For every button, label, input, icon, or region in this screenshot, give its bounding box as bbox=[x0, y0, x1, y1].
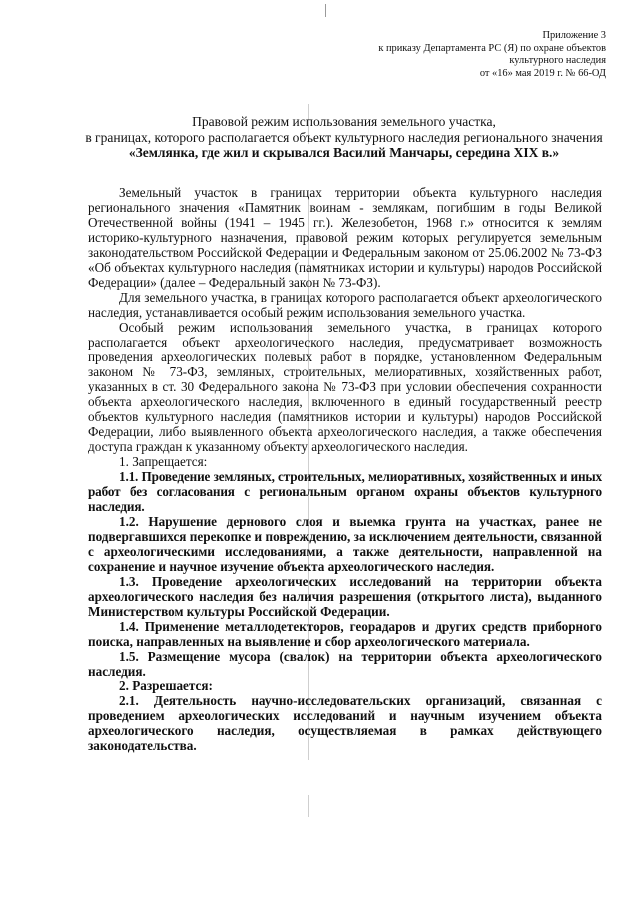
prohibited-item-1-2: 1.2. Нарушение дернового слоя и выемка грунта на участках, ранее не подвергавшихся перекопке и повреждению, за исключением деятельности, связанной с археологическими исследованиями, а также деятельности, направленной на сохранение и научное изучение объекта археологического наследия. bbox=[88, 513, 602, 574]
paragraph-intro: Земельный участок в границах территории объекта культурного наследия регионального значения «Памятник воинам - землякам, погибшим в годы Великой Отечественной войны (1941 – 1945 гг.). Железобетон, 1968 г.» относится к землям историко-культурного назначения, правовой режим которых регулируется земельным законодательством Российской Федерации и Федеральным законом от 25.06.2002 № 73-ФЗ «Об объектах культурного наследия (памятниках истории и культуры) народов Российской Федерации» (далее – Федеральный закон № 73-ФЗ). bbox=[88, 185, 602, 290]
prohibited-item-1-3: 1.3. Проведение археологических исследований на территории объекта археологического наследия без наличия разрешения (открытого листа), выданного Министерством культуры Российской Федерации. bbox=[88, 573, 602, 619]
prohibited-item-1-5: 1.5. Размещение мусора (свалок) на территории объекта археологического наследия. bbox=[88, 648, 602, 679]
prohibited-item-1-1: 1.1. Проведение земляных, строительных, мелиоративных, хозяйственных и иных работ без согласования с региональным органом охраны объектов культурного наследия. bbox=[88, 469, 602, 515]
document-title bbox=[84, 114, 604, 161]
appendix-order-ref-cont: культурного наследия bbox=[509, 55, 606, 67]
section-permitted-heading: 2. Разрешается: bbox=[119, 678, 213, 694]
paragraph-archaeological-regime: Для земельного участка, в границах которого располагается объект археологического наследия, устанавливается особый режим использования земельного участка. bbox=[88, 289, 602, 320]
prohibited-item-1-4: 1.4. Применение металлодетекторов, георадаров и других средств приборного поиска, направленных на выявление и сбор археологического материала. bbox=[88, 618, 602, 649]
permitted-item-2-1: 2.1. Деятельность научно-исследовательских организаций, связанная с проведением археологических исследований и научным изучением объекта археологического наследия, осуществляемая в рамках действующего законодательства. bbox=[88, 693, 602, 754]
appendix-number: Приложение 3 bbox=[542, 30, 606, 41]
scan-artifact-line bbox=[308, 795, 309, 817]
document-body bbox=[88, 186, 602, 754]
title-line-2: в границах, которого располагается объект культурного наследия регионального значения bbox=[85, 129, 603, 145]
appendix-order-ref: к приказу Департамента РС (Я) по охране объектов bbox=[378, 42, 606, 54]
appendix-header bbox=[378, 30, 606, 80]
section-prohibited-heading: 1. Запрещается: bbox=[119, 454, 208, 470]
appendix-order-date: от «16» мая 2019 г. № 66-ОД bbox=[479, 67, 606, 79]
title-line-1: Правовой режим использования земельного участка, bbox=[192, 114, 496, 129]
paragraph-special-regime: Особый режим использования земельного участка, в границах которого располагается объект археологического наследия, предусматривает возможность проведения археологических полевых работ в порядке, установленном Федеральным законом № 73-ФЗ, земляных, строительных, мелиоративных, хозяйственных работ, указанных в ст. 30 Федерального закона № 73-ФЗ при условии обеспечения сохранности объекта археологического наследия, включенного в единый государственный реестр объектов культурного наследия (памятников истории и культуры) народов Российской Федерации, либо выявленного объекта археологического наследия, а также обеспечения доступа граждан к указанному объекту археологического наследия. bbox=[88, 319, 602, 455]
title-object-name: «Землянка, где жил и скрывался Василий Манчары, середина XIX в.» bbox=[128, 145, 560, 161]
scan-artifact-line bbox=[325, 4, 326, 17]
